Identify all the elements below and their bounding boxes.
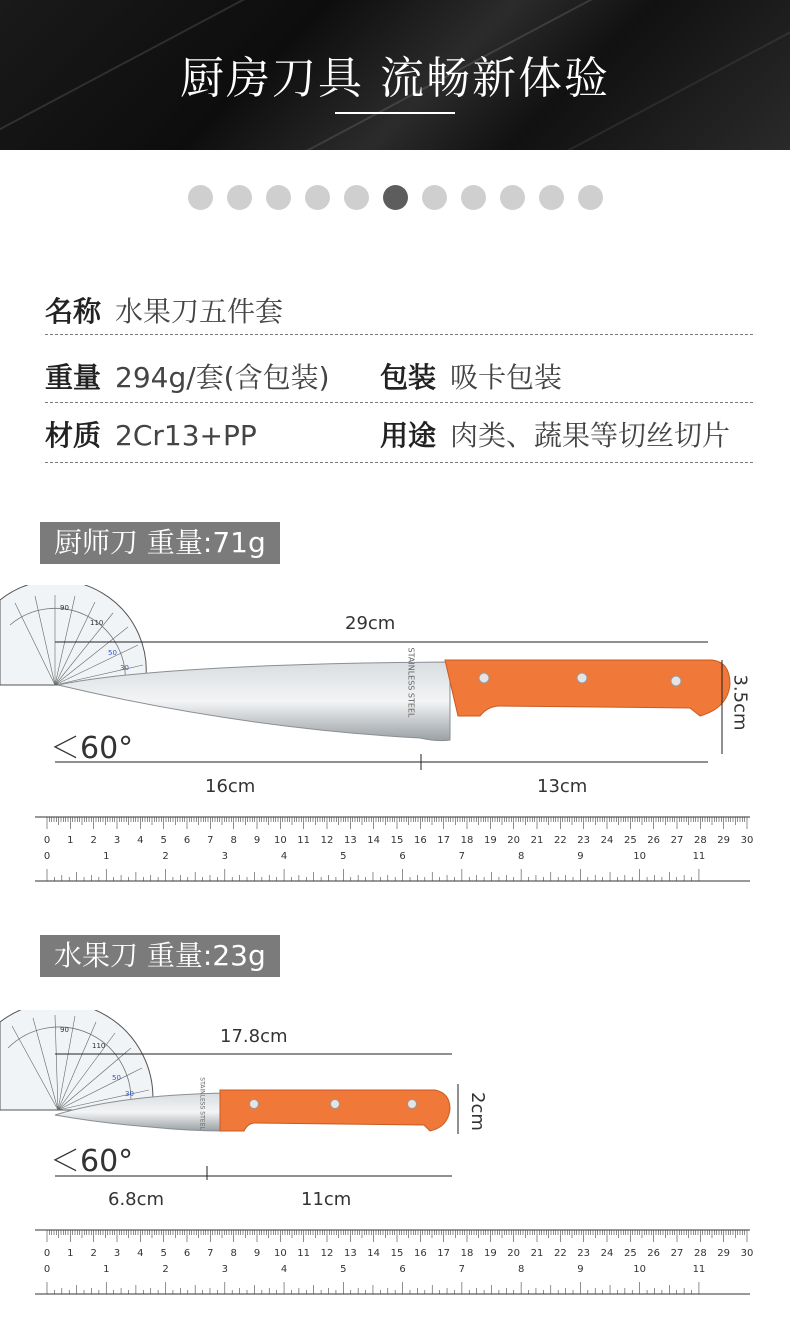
ruler-inch-label: 3 (221, 851, 228, 862)
ruler-cm-label: 23 (577, 1248, 591, 1259)
ruler-cm-label: 12 (320, 1248, 334, 1259)
chef-total-length: 29cm (345, 613, 396, 634)
ruler-cm-label: 15 (390, 1248, 404, 1259)
ruler-cm-label: 23 (577, 835, 591, 846)
ruler-cm-label: 9 (253, 835, 261, 846)
ruler-inch-label: 9 (577, 851, 584, 862)
ruler-cm-label: 22 (553, 835, 567, 846)
ruler-cm-label: 2 (90, 835, 97, 846)
ruler-cm-label: 6 (183, 835, 191, 846)
ruler-inch-label: 8 (517, 851, 525, 862)
ruler-cm-label: 10 (273, 1248, 287, 1259)
ruler-cm-label: 13 (343, 835, 357, 846)
svg-text:30: 30 (120, 664, 129, 672)
ruler-cm-label: 11 (297, 835, 311, 846)
chef-handle-length: 13cm (537, 776, 588, 797)
header-banner (0, 0, 790, 150)
ruler-cm-label: 18 (460, 835, 474, 846)
spec-value-usage: 肉类、蔬果等切丝切片 (450, 419, 731, 452)
fruit-blade-length: 6.8cm (108, 1189, 165, 1210)
ruler-inch-label: 5 (340, 851, 347, 862)
spec-label-name: 名称 (45, 295, 102, 328)
svg-text:90: 90 (60, 1026, 69, 1034)
page-title: 厨房刀具 流畅新体验 (180, 53, 610, 104)
spec-value-name: 水果刀五件套 (115, 295, 284, 328)
ruler-cm-label: 16 (413, 1248, 427, 1259)
ruler-cm-label: 28 (693, 835, 707, 846)
ruler-cm-label: 30 (740, 1248, 754, 1259)
ruler-cm-label: 26 (647, 1248, 661, 1259)
pager-dot[interactable] (188, 185, 213, 210)
ruler-inch-label: 7 (458, 851, 466, 862)
chef-ruler (35, 815, 765, 885)
ruler-cm-label: 5 (160, 1248, 167, 1259)
ruler-inch-label: 0 (43, 1264, 51, 1275)
spec-label-package: 包装 (380, 361, 437, 394)
ruler-cm-label: 19 (483, 1248, 497, 1259)
ruler-cm-label: 21 (530, 1248, 544, 1259)
ruler-cm-label: 14 (367, 1248, 381, 1259)
ruler-cm-label: 19 (483, 835, 497, 846)
ruler-cm-label: 25 (623, 835, 637, 846)
fruit-total-length: 17.8cm (220, 1026, 288, 1047)
ruler-inch-label: 7 (458, 1264, 466, 1275)
svg-text:110: 110 (92, 1042, 106, 1050)
ruler-inch-label: 11 (692, 1264, 706, 1275)
ruler-cm-label: 20 (507, 1248, 521, 1259)
pager-dot[interactable] (227, 185, 252, 210)
ruler-cm-label: 13 (343, 1248, 357, 1259)
ruler-inch-label: 9 (577, 1264, 584, 1275)
ruler-inch-label: 4 (280, 851, 288, 862)
chef-angle: ＜60° (50, 731, 134, 766)
svg-text:30: 30 (125, 1090, 134, 1098)
ruler-cm-label: 10 (273, 835, 287, 846)
ruler-cm-label: 17 (437, 835, 451, 846)
pager-dot[interactable] (539, 185, 564, 210)
spec-label-material: 材质 (45, 419, 102, 452)
ruler-cm-label: 22 (553, 1248, 567, 1259)
spec-row-material (45, 414, 753, 463)
ruler-cm-label: 27 (670, 835, 684, 846)
pager-dot[interactable] (266, 185, 291, 210)
ruler-cm-label: 17 (437, 1248, 451, 1259)
ruler-cm-label: 2 (90, 1248, 97, 1259)
fruit-handle-length: 11cm (301, 1189, 352, 1210)
pager-dots (0, 185, 790, 211)
fruit-ruler (35, 1228, 765, 1298)
title-underline (335, 112, 455, 114)
ruler-cm-label: 26 (647, 835, 661, 846)
ruler-inch-label: 10 (633, 851, 647, 862)
svg-text:90: 90 (60, 604, 69, 612)
ruler-inch-label: 8 (517, 1264, 525, 1275)
pager-dot[interactable] (461, 185, 486, 210)
ruler-cm-label: 24 (600, 1248, 614, 1259)
ruler-cm-label: 18 (460, 1248, 474, 1259)
chef-knife-tag: 厨师刀 重量:71g (40, 522, 280, 564)
spec-row-weight (45, 356, 753, 403)
ruler-cm-label: 12 (320, 835, 334, 846)
ruler-inch-label: 0 (43, 851, 51, 862)
ruler-cm-label: 9 (253, 1248, 261, 1259)
spec-label-weight: 重量 (45, 361, 102, 394)
ruler-cm-label: 16 (413, 835, 427, 846)
ruler-cm-label: 3 (113, 1248, 121, 1259)
spec-value-material: 2Cr13+PP (115, 419, 257, 452)
ruler-inch-label: 4 (280, 1264, 288, 1275)
ruler-cm-label: 24 (600, 835, 614, 846)
ruler-cm-label: 27 (670, 1248, 684, 1259)
ruler-cm-label: 15 (390, 835, 404, 846)
fruit-angle: ＜60° (50, 1144, 134, 1179)
ruler-inch-label: 2 (162, 1264, 169, 1275)
ruler-cm-label: 7 (207, 835, 214, 846)
pager-dot[interactable] (422, 185, 447, 210)
ruler-cm-label: 30 (740, 835, 754, 846)
pager-dot[interactable] (344, 185, 369, 210)
pager-dot[interactable] (578, 185, 603, 210)
ruler-cm-label: 28 (693, 1248, 707, 1259)
pager-dot-active[interactable] (383, 185, 408, 210)
ruler-cm-label: 11 (297, 1248, 311, 1259)
ruler-cm-label: 20 (507, 835, 521, 846)
ruler-inch-label: 1 (103, 851, 110, 862)
ruler-cm-label: 29 (717, 1248, 731, 1259)
ruler-cm-label: 3 (113, 835, 121, 846)
spec-label-usage: 用途 (380, 419, 437, 452)
ruler-cm-label: 14 (367, 835, 381, 846)
svg-text:50: 50 (112, 1074, 121, 1082)
ruler-cm-label: 4 (137, 1248, 144, 1259)
chef-blade-length: 16cm (205, 776, 256, 797)
ruler-inch-label: 6 (399, 851, 406, 862)
ruler-inch-label: 11 (692, 851, 706, 862)
ruler-inch-label: 2 (162, 851, 169, 862)
ruler-inch-label: 6 (399, 1264, 406, 1275)
ruler-cm-label: 4 (137, 835, 144, 846)
spec-value-package: 吸卡包装 (450, 361, 563, 394)
ruler-cm-label: 8 (230, 1248, 237, 1259)
pager-dot[interactable] (305, 185, 330, 210)
ruler-cm-label: 1 (67, 1248, 74, 1259)
svg-text:110: 110 (90, 619, 104, 627)
spec-row-name (45, 290, 753, 335)
ruler-cm-label: 0 (43, 1248, 51, 1259)
spec-value-weight: 294g/套(含包装) (115, 361, 330, 394)
fruit-blade-stamp: STAINLESS STEEL (198, 1077, 206, 1130)
ruler-inch-label: 3 (221, 1264, 228, 1275)
pager-dot[interactable] (500, 185, 525, 210)
ruler-cm-label: 29 (717, 835, 731, 846)
fruit-knife-tag: 水果刀 重量:23g (40, 935, 280, 977)
ruler-inch-label: 10 (633, 1264, 647, 1275)
fruit-height: 2cm (466, 1092, 488, 1131)
ruler-cm-label: 21 (530, 835, 544, 846)
ruler-inch-label: 5 (340, 1264, 347, 1275)
ruler-cm-label: 8 (230, 835, 237, 846)
ruler-cm-label: 7 (207, 1248, 214, 1259)
svg-text:50: 50 (108, 649, 117, 657)
ruler-cm-label: 0 (43, 835, 51, 846)
ruler-cm-label: 25 (623, 1248, 637, 1259)
ruler-cm-label: 5 (160, 835, 167, 846)
blade-stamp: STAINLESS STEEL (406, 647, 416, 718)
ruler-cm-label: 1 (67, 835, 74, 846)
ruler-inch-label: 1 (103, 1264, 110, 1275)
ruler-cm-label: 6 (183, 1248, 191, 1259)
chef-height: 3.5cm (729, 674, 751, 731)
